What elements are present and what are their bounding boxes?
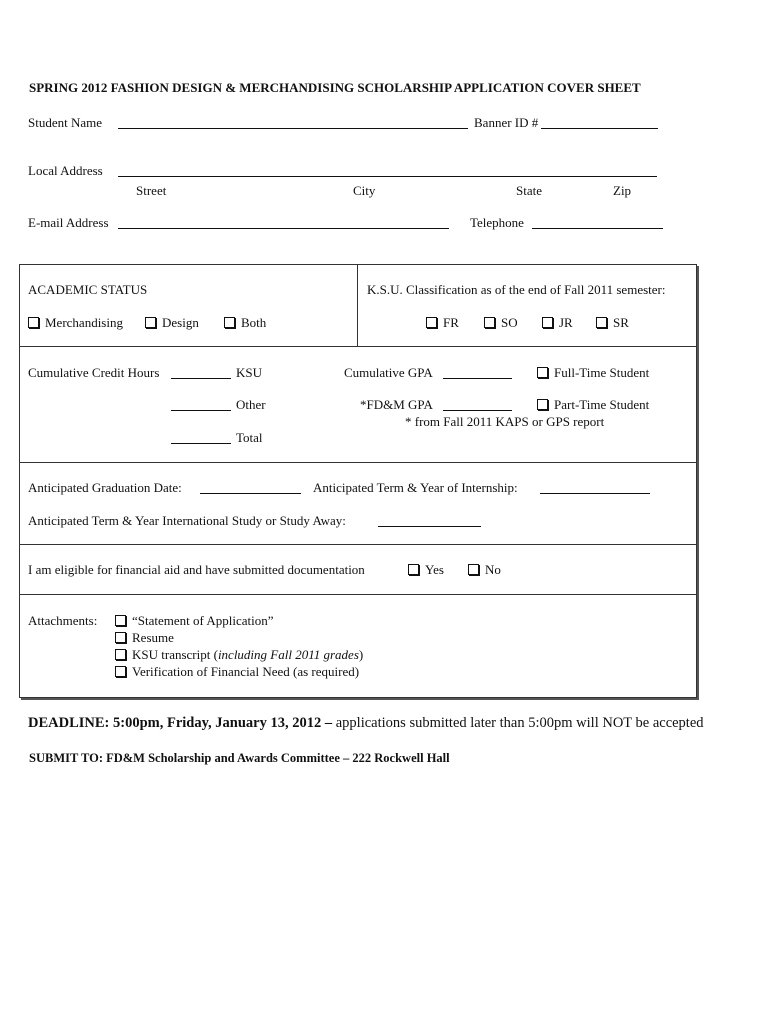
checkbox-icon[interactable] [468, 564, 479, 575]
checkbox-icon[interactable] [484, 317, 495, 328]
checkbox-icon[interactable] [115, 666, 126, 677]
part-time-option[interactable]: Part-Time Student [537, 398, 649, 411]
ksu-hours-field[interactable] [171, 378, 231, 379]
attachment-resume[interactable]: Resume [115, 631, 174, 644]
full-time-option[interactable]: Full-Time Student [537, 366, 649, 379]
grad-date-label: Anticipated Graduation Date: [28, 480, 182, 495]
deadline-notice: DEADLINE: 5:00pm, Friday, January 13, 2012 – applications submitted later than 5:00pm will NOT be accepted [28, 715, 704, 731]
financial-aid-statement: I am eligible for financial aid and have submitted documentation [28, 562, 365, 577]
financial-aid-yes[interactable]: Yes [408, 563, 444, 576]
street-label: Street [136, 183, 167, 198]
local-address-label: Local Address [28, 163, 103, 178]
student-name-label: Student Name [28, 115, 103, 130]
cumulative-credit-label: Cumulative Credit Hours [28, 365, 160, 380]
divider-vertical [357, 265, 358, 346]
attachment-statement[interactable]: “Statement of Application” [115, 614, 274, 627]
checkbox-icon[interactable] [537, 399, 548, 410]
checkbox-icon[interactable] [426, 317, 437, 328]
checkbox-icon[interactable] [542, 317, 553, 328]
study-abroad-field[interactable] [378, 526, 481, 527]
study-abroad-label: Anticipated Term & Year International Study or Study Away: [28, 513, 346, 528]
telephone-label: Telephone [470, 215, 524, 230]
class-sr[interactable]: SR [596, 316, 629, 329]
city-label: City [353, 183, 376, 198]
cumulative-gpa-field[interactable] [443, 378, 512, 379]
telephone-field[interactable] [532, 228, 663, 229]
class-so[interactable]: SO [484, 316, 518, 329]
option-design[interactable]: Design [145, 316, 199, 329]
internship-label: Anticipated Term & Year of Internship: [313, 480, 518, 495]
checkbox-icon[interactable] [145, 317, 156, 328]
gpa-note: * from Fall 2011 KAPS or GPS report [405, 414, 605, 429]
attachments-label: Attachments: [28, 613, 98, 628]
option-both[interactable]: Both [224, 316, 266, 329]
other-hours-field[interactable] [171, 410, 231, 411]
cumulative-gpa-label: Cumulative GPA [344, 365, 433, 380]
checkbox-icon[interactable] [537, 367, 548, 378]
classification-heading: K.S.U. Classification as of the end of Fall 2011 semester: [367, 282, 666, 297]
grad-date-field[interactable] [200, 493, 301, 494]
student-name-field[interactable] [118, 128, 468, 129]
checkbox-icon[interactable] [28, 317, 39, 328]
financial-aid-no[interactable]: No [468, 563, 501, 576]
total-hours-field[interactable] [171, 443, 231, 444]
fdm-gpa-field[interactable] [443, 410, 512, 411]
divider [19, 462, 696, 463]
other-label: Other [236, 397, 266, 412]
email-field[interactable] [118, 228, 449, 229]
page-title: SPRING 2012 FASHION DESIGN & MERCHANDISING SCHOLARSHIP APPLICATION COVER SHEET [29, 80, 641, 95]
divider [19, 544, 696, 545]
internship-field[interactable] [540, 493, 650, 494]
class-jr[interactable]: JR [542, 316, 573, 329]
total-label: Total [236, 430, 263, 445]
ksu-label: KSU [236, 365, 263, 380]
attachment-financial-need[interactable]: Verification of Financial Need (as required) [115, 665, 359, 678]
academic-status-heading: ACADEMIC STATUS [28, 282, 148, 297]
divider [19, 594, 696, 595]
submit-to: SUBMIT TO: FD&M Scholarship and Awards Committee – 222 Rockwell Hall [29, 751, 450, 765]
checkbox-icon[interactable] [596, 317, 607, 328]
email-label: E-mail Address [28, 215, 109, 230]
option-merchandising[interactable]: Merchandising [28, 316, 123, 329]
fdm-gpa-label: *FD&M GPA [360, 397, 433, 412]
attachment-transcript[interactable]: KSU transcript (including Fall 2011 grades) [115, 648, 363, 661]
divider [19, 346, 696, 347]
checkbox-icon[interactable] [115, 615, 126, 626]
local-address-field[interactable] [118, 176, 657, 177]
class-fr[interactable]: FR [426, 316, 459, 329]
checkbox-icon[interactable] [408, 564, 419, 575]
state-label: State [516, 183, 542, 198]
zip-label: Zip [613, 183, 632, 198]
checkbox-icon[interactable] [224, 317, 235, 328]
banner-id-label: Banner ID # [474, 115, 539, 130]
banner-id-field[interactable] [541, 128, 658, 129]
checkbox-icon[interactable] [115, 649, 126, 660]
checkbox-icon[interactable] [115, 632, 126, 643]
